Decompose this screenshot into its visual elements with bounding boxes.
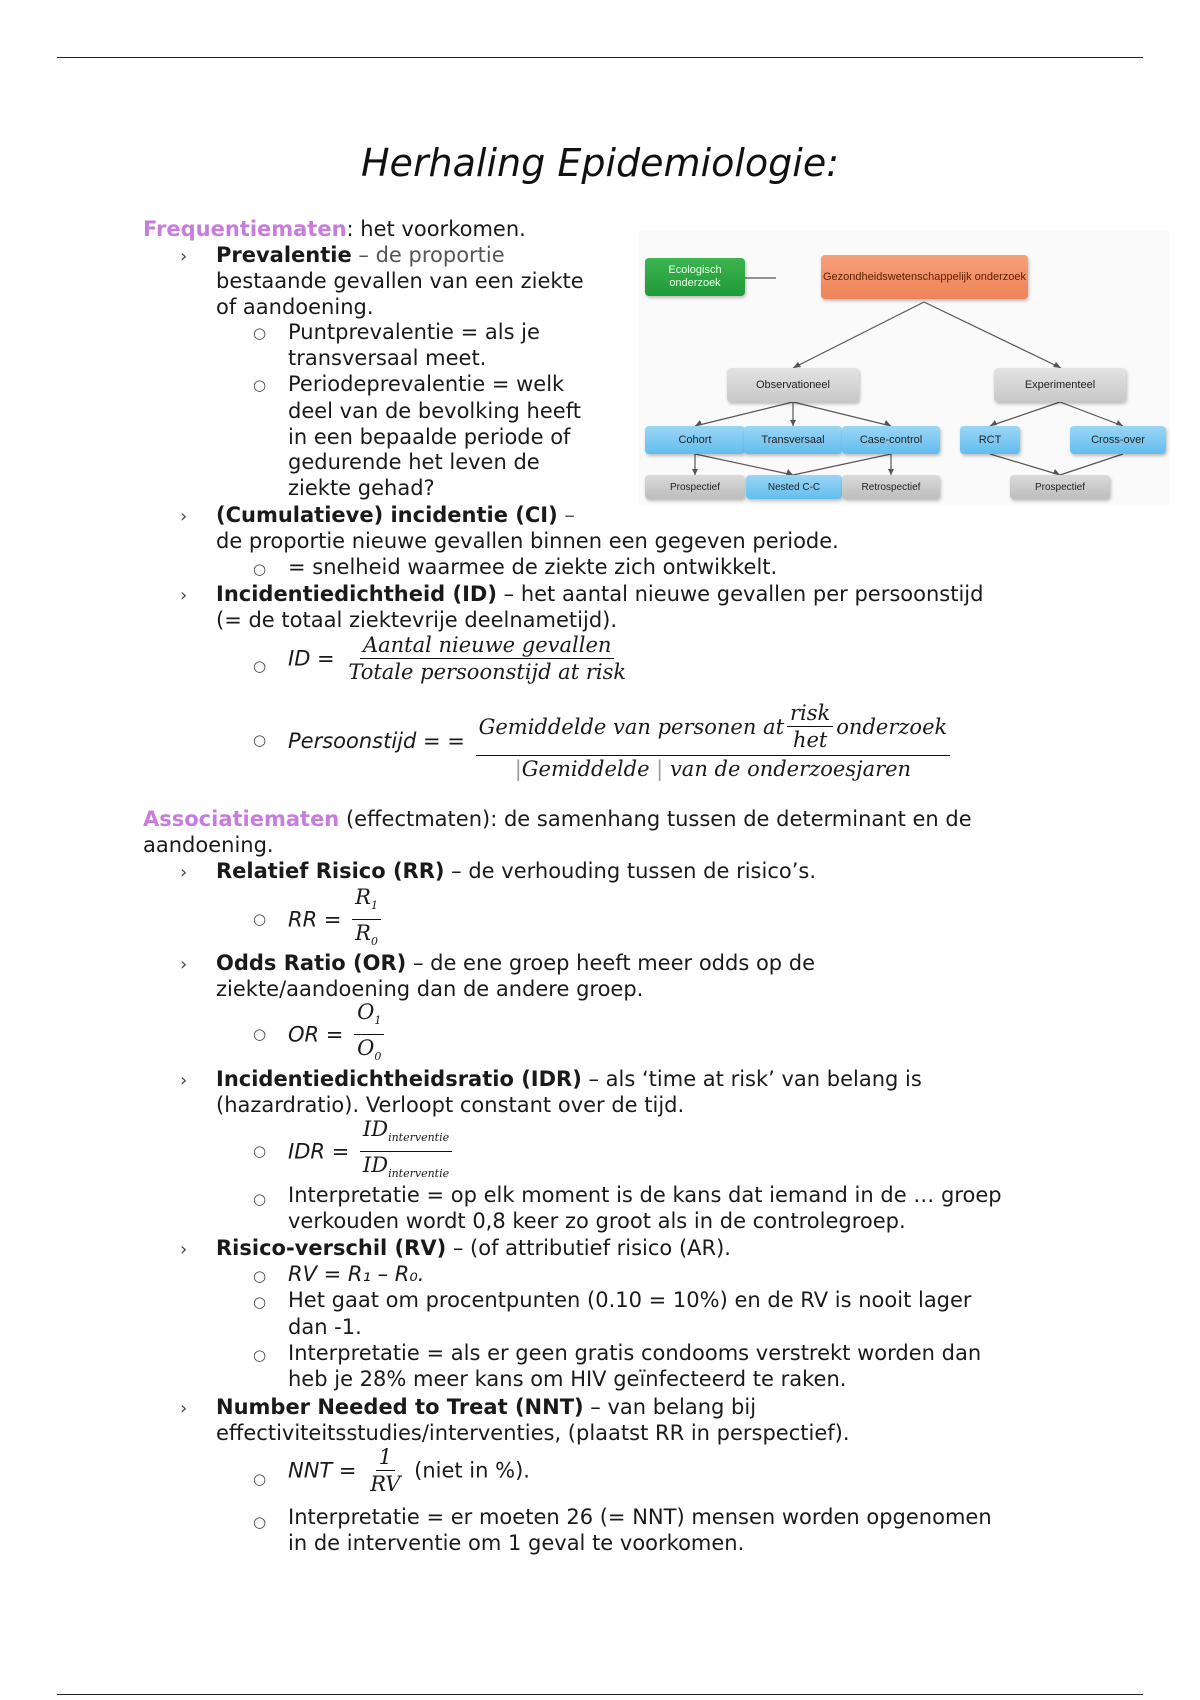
persoonstijd-den-b: van de onderzoesjaren (669, 757, 912, 781)
rr-term: Relatief Risico (RR) (216, 859, 445, 883)
rr-formula (288, 884, 385, 955)
idr-line2: (hazardratio). Verloopt constant over de tijd. (216, 1093, 685, 1117)
idr-den-sub: interventie (388, 1167, 450, 1181)
persoonstijd-inner-num: risk (787, 700, 833, 727)
rv-term: Risico-verschil (RV) (216, 1236, 447, 1260)
or-numerator (354, 999, 384, 1035)
box-cohort: Cohort (645, 426, 745, 454)
circle-bullet-icon: ○ (253, 1346, 267, 1364)
puntprevalentie-line2: transversaal meet. (288, 346, 487, 370)
ci-term: (Cumulatieve) incidentie (CI) (216, 503, 558, 527)
id-item (216, 581, 983, 607)
nnt-line2: effectiviteitsstudies/interventies, (plaatst RR in perspectief). (216, 1421, 850, 1445)
periodeprevalentie-line4: gedurende het leven de (288, 450, 540, 474)
chevron-right-icon: › (180, 1239, 188, 1260)
prevalentie-line3: of aandoening. (216, 295, 374, 319)
idr-interp-line1: Interpretatie = op elk moment is de kans dat iemand in de … groep (288, 1183, 1002, 1207)
circle-bullet-icon: ○ (253, 1513, 267, 1531)
rr-den-sub: 0 (370, 935, 378, 949)
periodeprevalentie-line2: deel van de bevolking heeft (288, 399, 581, 423)
idr-num-letter: ID (362, 1117, 389, 1141)
prevalentie-term: Prevalentie (216, 243, 352, 267)
circle-bullet-icon: ○ (253, 376, 267, 394)
persoonstijd-label: Persoonstijd = = (288, 729, 465, 753)
chevron-right-icon: › (180, 1070, 188, 1091)
associatie-heading-line2: aandoening. (143, 833, 274, 857)
or-num-sub: 1 (374, 1014, 382, 1028)
box-gezondheidswetenschappelijk: Gezondheidswetenschappelijk onderzoek (821, 255, 1028, 299)
or-num-letter: O (357, 1000, 375, 1024)
circle-bullet-icon: ○ (253, 657, 267, 675)
ci-dash: – (557, 503, 575, 527)
persoonstijd-formula (288, 700, 954, 782)
nnt-rest: – van belang bij (583, 1395, 757, 1419)
bottom-rule (57, 1694, 1143, 1695)
idr-rest: – als ‘time at risk’ van belang is (581, 1067, 922, 1091)
rv-rest: – (of attributief risico (AR). (446, 1236, 731, 1260)
nnt-fraction (367, 1444, 403, 1497)
rv-formula: RV = R₁ – R₀. (288, 1262, 425, 1286)
rv-interp-line2: heb je 28% meer kans om HIV geïnfecteerd te raken. (288, 1367, 847, 1391)
idr-den-letter: ID (362, 1153, 389, 1178)
persoonstijd-num-b: onderzoek (836, 714, 948, 739)
frequentie-heading-term: Frequentiematen (143, 217, 347, 241)
nnt-denominator: RV (370, 1472, 401, 1496)
nnt-interp-line2: in de interventie om 1 geval te voorkomen. (288, 1531, 745, 1555)
box-rct: RCT (960, 426, 1020, 454)
box-transversaal: Transversaal (744, 426, 842, 454)
idr-interp-line2: verkouden wordt 0,8 keer zo groot als in de controlegroep. (288, 1209, 906, 1233)
rr-item (216, 858, 816, 884)
idr-label: IDR = (288, 1139, 350, 1164)
box-prospectief: Prospectief (645, 475, 745, 499)
id-numerator: Aantal nieuwe gevallen (360, 632, 614, 659)
nnt-formula (288, 1444, 530, 1497)
box-experimenteel: Experimenteel (994, 368, 1126, 402)
puntprevalentie-line1: Puntprevalentie = als je (288, 320, 540, 344)
chevron-right-icon: › (180, 246, 188, 267)
persoonstijd-fraction (476, 700, 951, 782)
or-rest: – de ene groep heeft meer odds op de (406, 951, 816, 975)
or-label: OR = (288, 1022, 344, 1047)
chevron-right-icon: › (180, 862, 188, 883)
box-observationeel: Observationeel (727, 368, 859, 402)
prevalentie-item (216, 242, 505, 268)
persoonstijd-num-a: Gemiddelde van personen at (478, 714, 785, 739)
box-cross-over: Cross-over (1070, 426, 1166, 454)
persoonstijd-inner-fraction (787, 700, 833, 753)
ci-sub: = snelheid waarmee de ziekte zich ontwikkelt. (288, 555, 778, 579)
chevron-right-icon: › (180, 506, 188, 527)
top-rule (57, 57, 1143, 58)
page-title: Herhaling Epidemiologie: (360, 141, 840, 185)
nnt-after: (niet in %). (414, 1458, 530, 1483)
persoonstijd-denominator: |Gemiddelde | van de onderzoesjaren (514, 757, 912, 781)
box-prospectief-experimenteel: Prospectief (1010, 475, 1110, 499)
idr-fraction (360, 1116, 452, 1187)
box-case-control: Case-control (842, 426, 940, 454)
idr-item (216, 1066, 922, 1092)
box-retrospectief: Retrospectief (842, 475, 940, 499)
id-rest: – het aantal nieuwe gevallen per persoonstijd (496, 582, 984, 606)
circle-bullet-icon: ○ (253, 560, 267, 578)
id-formula (288, 632, 633, 685)
ci-item (216, 502, 575, 528)
id-term: Incidentiedichtheid (ID) (216, 582, 497, 606)
chevron-right-icon: › (180, 1398, 188, 1419)
rr-numerator (352, 884, 381, 920)
id-formula-label: ID = (288, 646, 335, 671)
or-formula (288, 999, 388, 1070)
nnt-item (216, 1394, 756, 1420)
or-line2: ziekte/aandoening dan de andere groep. (216, 977, 644, 1001)
circle-bullet-icon: ○ (253, 910, 267, 928)
prevalentie-line2: bestaande gevallen van een ziekte (216, 269, 584, 293)
nnt-interp-line1: Interpretatie = er moeten 26 (= NNT) mensen worden opgenomen (288, 1505, 992, 1529)
persoonstijd-den-a: Gemiddelde (521, 757, 650, 781)
rr-fraction (352, 884, 381, 955)
periodeprevalentie-line1: Periodeprevalentie = welk (288, 372, 565, 396)
circle-bullet-icon: ○ (253, 1293, 267, 1311)
or-term: Odds Ratio (OR) (216, 951, 407, 975)
nnt-label: NNT = (288, 1458, 357, 1483)
id-denominator: Totale persoonstijd at risk (348, 660, 627, 684)
frequentie-heading (143, 216, 526, 242)
rv-interp-line1: Interpretatie = als er geen gratis condooms verstrekt worden dan (288, 1341, 982, 1365)
circle-bullet-icon: ○ (253, 731, 267, 749)
rr-num-letter: R (355, 885, 371, 909)
id-fraction (345, 632, 629, 685)
rr-den-letter: R (355, 921, 371, 946)
circle-bullet-icon: ○ (253, 324, 267, 342)
periodeprevalentie-line3: in een bepaalde periode of (288, 425, 571, 449)
nnt-term: Number Needed to Treat (NNT) (216, 1395, 584, 1419)
circle-bullet-icon: ○ (253, 1025, 267, 1043)
circle-bullet-icon: ○ (253, 1267, 267, 1285)
nnt-numerator: 1 (376, 1444, 395, 1471)
id-line2: (= de totaal ziektevrije deelnametijd). (216, 608, 618, 632)
circle-bullet-icon: ○ (253, 1190, 267, 1208)
idr-term: Incidentiedichtheidsratio (IDR) (216, 1067, 582, 1091)
ci-line2: de proportie nieuwe gevallen binnen een gegeven periode. (216, 529, 839, 553)
chevron-right-icon: › (180, 954, 188, 975)
associatie-heading-term: Associatiematen (143, 807, 340, 831)
periodeprevalentie-line5: ziekte gehad? (288, 476, 435, 500)
prevalentie-line1: – de proportie (351, 243, 505, 267)
box-nested-cc: Nested C-C (746, 475, 842, 499)
idr-numerator (360, 1116, 452, 1152)
persoonstijd-inner-den: het (792, 728, 828, 752)
study-design-diagram (638, 230, 1170, 505)
or-den-letter: O (357, 1036, 375, 1061)
frequentie-heading-rest: : het voorkomen. (346, 217, 526, 241)
chevron-right-icon: › (180, 585, 188, 606)
circle-bullet-icon: ○ (253, 1142, 267, 1160)
associatie-heading-rest: (effectmaten): de samenhang tussen de determinant en de (339, 807, 972, 831)
circle-bullet-icon: ○ (253, 1470, 267, 1488)
or-den-sub: 0 (374, 1050, 382, 1064)
idr-formula (288, 1116, 456, 1187)
persoonstijd-numerator (476, 700, 951, 756)
rr-rest: – de verhouding tussen de risico’s. (444, 859, 817, 883)
rv-item (216, 1235, 731, 1261)
rr-num-sub: 1 (370, 899, 378, 913)
or-item (216, 950, 815, 976)
box-ecologisch: Ecologisch onderzoek (645, 258, 745, 296)
idr-num-sub: interventie (388, 1131, 450, 1145)
or-fraction (354, 999, 384, 1070)
rv-pp-line1: Het gaat om procentpunten (0.10 = 10%) en de RV is nooit lager (288, 1288, 972, 1312)
rv-pp-line2: dan -1. (288, 1315, 362, 1339)
associatie-heading (143, 806, 972, 832)
rr-label: RR = (288, 907, 342, 932)
